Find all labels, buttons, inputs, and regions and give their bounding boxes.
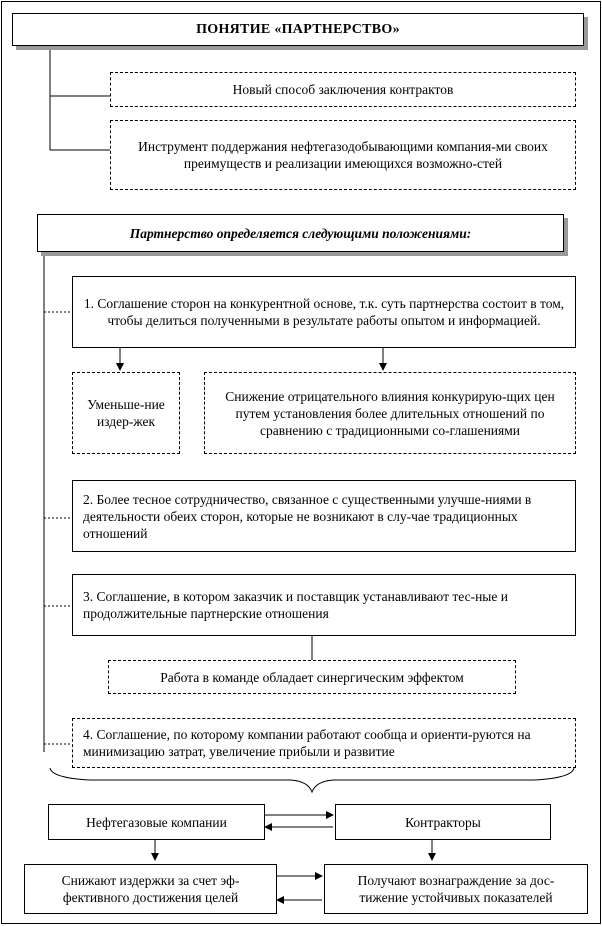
provision-4: 4. Соглашение, по которому компании работают сообща и ориенти-руются на минимизацию затрат, увеличение прибыли и развитие <box>72 718 576 768</box>
provision-2: 2. Более тесное сотрудничество, связанное с существенными улучше-ниями в деятельности обеих сторон, которые не возникают в слу-чае традиционных отношений <box>72 480 576 552</box>
result-reward: Получают вознаграждение за дос-тижение устойчивых показателей <box>324 864 588 914</box>
definition-competitive-advantage-tool: Инструмент поддержания нефтегазодобывающими компания-ми своих преимуществ и реализации имеющихся возможно-стей <box>110 120 576 190</box>
provision-3-effect-teamwork: Работа в команде обладает синергическим эффектом <box>108 660 516 694</box>
provision-3: 3. Соглашение, в котором заказчик и поставщик устанавливают тес-ные и продолжительные партнерские отношения <box>72 574 576 636</box>
bottom-brace <box>50 768 574 792</box>
diagram-title: ПОНЯТИЕ «ПАРТНЕРСТВО» <box>12 13 584 46</box>
result-cost-reduction: Снижают издержки за счет эф-фективного достижения целей <box>24 864 277 914</box>
party-contractors: Контракторы <box>335 804 551 840</box>
party-oil-gas-companies: Нефтегазовые компании <box>48 804 265 840</box>
provision-1: 1. Соглашение сторон на конкурентной основе, т.к. суть партнерства состоит в том, чтобы делиться полученными в результате работы опытом и информацией. <box>72 276 576 348</box>
definition-new-contracting-method: Новый способ заключения контрактов <box>110 72 576 107</box>
provisions-subheading: Партнерство определяется следующими положениями: <box>37 214 564 252</box>
provision-1-effect-price-competition: Снижение отрицательного влияния конкурирую-щих цен путем установления более длительных отношений по сравнению с традиционными со-глашениями <box>204 372 576 454</box>
provision-1-effect-cost-reduction: Уменьше-ние издер-жек <box>72 372 180 454</box>
